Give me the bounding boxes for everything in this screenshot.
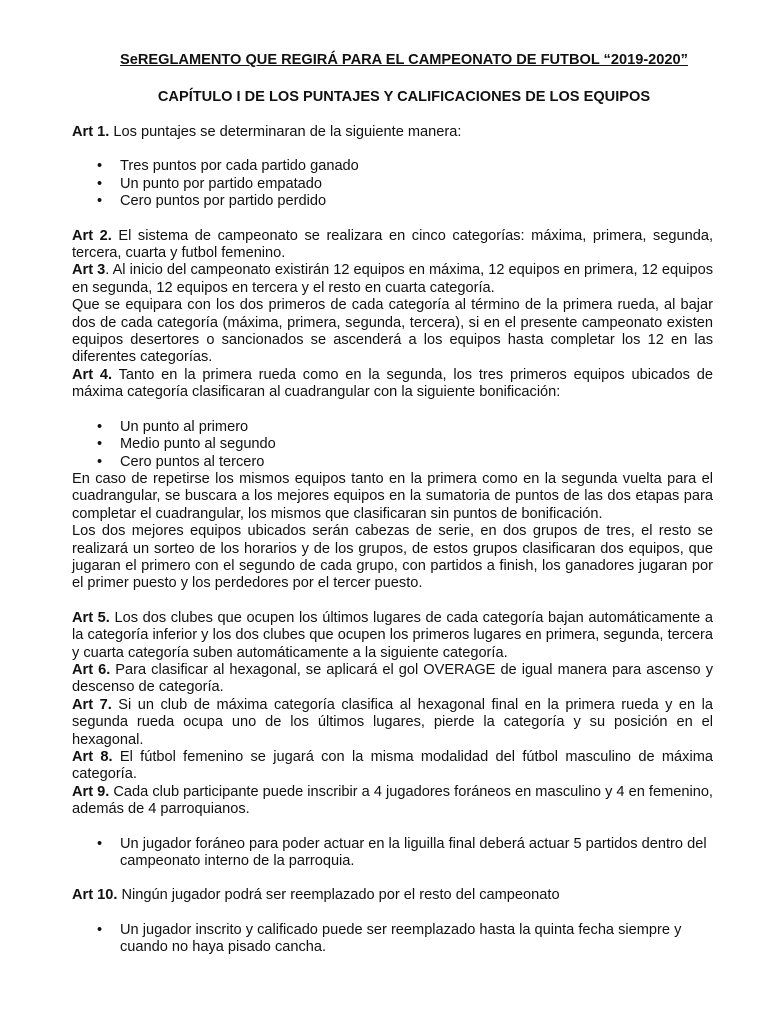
article-label: Art 3 — [72, 262, 106, 279]
bullet-icon: • — [97, 835, 103, 852]
article-label: Art 4. — [72, 366, 113, 383]
list-item: • Un punto al primero — [97, 418, 249, 435]
bullet-icon: • — [97, 175, 103, 192]
article-label: Art 9. — [72, 783, 110, 800]
bullet-icon: • — [97, 921, 103, 938]
article-5: Art 5. Los dos clubes que ocupen los últimos lugares de cada categoría bajan automáticamente a la categoría inferior y los dos clubes que ocupen los primeros lugares en primera, segunda, tercera y cuarta categoría suben automáticamente a la siguiente categoría. — [72, 609, 713, 661]
article-label: Art 2. — [72, 227, 112, 244]
list-item: • Medio punto al segundo — [97, 436, 276, 453]
article-4-paragraph-2: Los dos mejores equipos ubicados serán cabezas de serie, en dos grupos de tres, el resto se realizará un sorteo de los horarios y de los grupos, de estos grupos clasificaran dos equipos, que jugaran el primero con el segundo de cada grupo, con partidos a finish, los ganadores jugaran por el primer puesto y los perdedores por el tercer puesto. — [72, 523, 713, 592]
list-item: • Cero puntos al tercero — [97, 453, 265, 470]
article-3: Art 3. Al inicio del campeonato existirán 12 equipos en máxima, 12 equipos en primera, 12 equipos en segunda, 12 equipos en tercera y el resto en cuarta categoría. — [72, 262, 713, 296]
bullet-icon: • — [97, 436, 103, 453]
document-body — [72, 124, 713, 957]
article-2: Art 2. El sistema de campeonato se realizara en cinco categorías: máxima, primera, segunda, tercera, cuarta y futbol femenino. — [72, 227, 714, 262]
list-item: • Un jugador inscrito y calificado puede ser reemplazado hasta la quinta fecha siempre y cuando no haya pisado cancha. — [97, 921, 682, 956]
article-1: Art 1. Los puntajes se determinaran de la siguiente manera: — [72, 124, 462, 140]
list-item: • Un jugador foráneo para poder actuar en la liguilla final deberá actuar 5 partidos dentro del campeonato interno de la parroquia. — [97, 835, 707, 870]
list-item: • Tres puntos por cada partido ganado — [97, 158, 359, 175]
bullet-icon: • — [97, 453, 103, 470]
article-4: Art 4. Tanto en la primera rueda como en la segunda, los tres primeros equipos ubicados de máxima categoría clasificaran al cuadrangular con la siguiente bonificación: — [72, 366, 713, 401]
article-7: Art 7. Si un club de máxima categoría clasifica al hexagonal final en la primera rueda y en la segunda rueda ocupa uno de los últimos lugares, pierde la categoría y su posición en el hexagonal. — [72, 696, 713, 748]
list-item: • Cero puntos por partido perdido — [97, 193, 327, 210]
bullet-icon: • — [97, 158, 103, 175]
bullet-icon: • — [97, 418, 103, 435]
list-item: • Un punto por partido empatado — [97, 175, 323, 192]
article-6: Art 6. Para clasificar al hexagonal, se aplicará el gol OVERAGE de igual manera para ascenso y descenso de categoría. — [72, 661, 713, 696]
article-4-paragraph-1: En caso de repetirse los mismos equipos tanto en la primera como en la segunda vuelta para el cuadrangular, se buscara a los mejores equipos en la sumatoria de puntos de las dos etapas para completar el cuadrangular, los mismos que clasificaran sin puntos de bonificación. — [72, 470, 713, 522]
article-label: Art 10. — [72, 887, 118, 904]
article-label: Art 5. — [72, 609, 110, 626]
art9-bullet-list — [72, 836, 713, 871]
chapter-title: CAPÍTULO I DE LOS PUNTAJES Y CALIFICACIONES DE LOS EQUIPOS — [157, 89, 651, 105]
art10-bullet-list — [72, 922, 713, 957]
article-label: Art 8. — [72, 749, 113, 765]
article-label: Art 1. — [72, 124, 110, 140]
document-title: SeREGLAMENTO QUE REGIRÁ PARA EL CAMPEONATO DE FUTBOL “2019-2020” — [120, 52, 688, 68]
article-label: Art 7. — [72, 696, 112, 713]
article-3-paragraph: Que se equipara con los dos primeros de cada categoría al término de la primera rueda, al bajar dos de cada categoría (máxima, primera, segunda, tercera), si en el presente campeonato existen equipos desertores o sancionados se ascenderá a los equipos hasta completar los 12 en las diferentes categorías. — [72, 297, 713, 366]
article-label: Art 6. — [72, 661, 111, 678]
article-10: Art 10. Ningún jugador podrá ser reemplazado por el resto del campeonato — [72, 887, 560, 904]
article-9: Art 9. Cada club participante puede inscribir a 4 jugadores foráneos en masculino y 4 en femenino, además de 4 parroquianos. — [72, 783, 713, 818]
article-8: Art 8. El fútbol femenino se jugará con la misma modalidad del fútbol masculino de máxima categoría. — [72, 749, 713, 783]
bullet-icon: • — [97, 193, 103, 210]
art1-bullet-list — [72, 158, 713, 210]
art4-bullet-list — [72, 419, 713, 471]
